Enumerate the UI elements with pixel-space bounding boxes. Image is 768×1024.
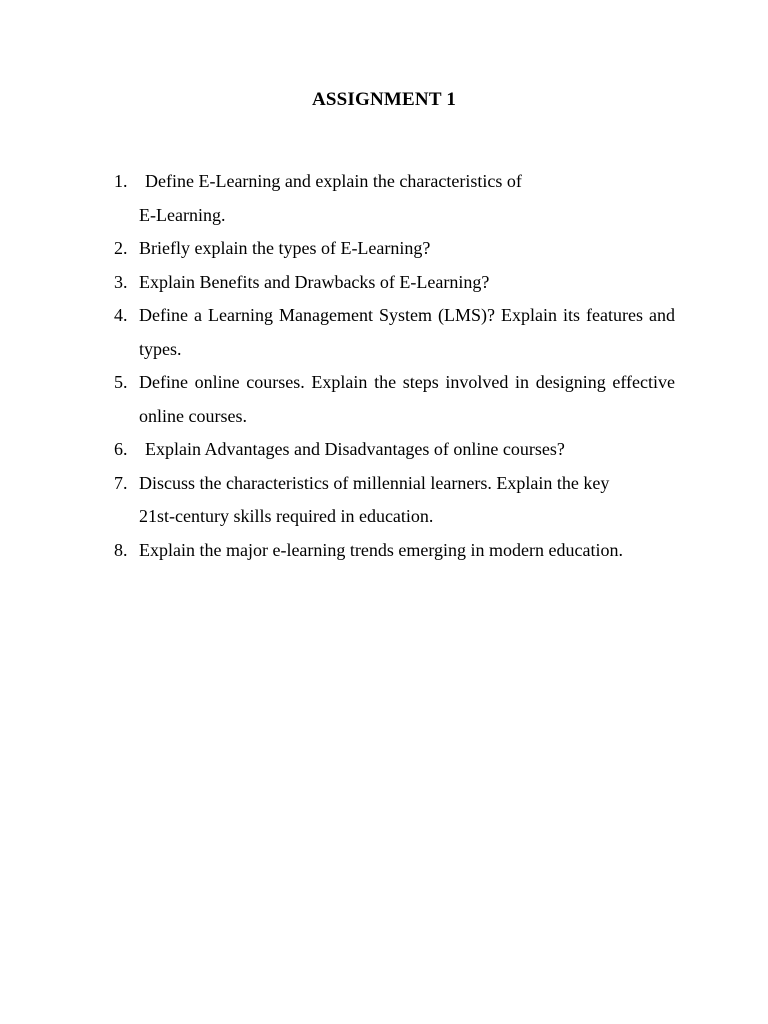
list-item: [114, 467, 675, 534]
list-item: [114, 232, 675, 266]
question-number: 5.: [114, 372, 128, 392]
question-text: Define online courses. Explain the steps involved in designing effective online courses.: [139, 372, 675, 426]
question-text-line: 21st-century skills required in education.: [139, 506, 434, 526]
question-number: 3.: [114, 271, 128, 292]
question-text: [139, 165, 675, 232]
question-number: 6.: [114, 439, 128, 459]
list-item: [114, 366, 675, 433]
question-number: 2.: [114, 238, 128, 258]
question-number: 4.: [114, 305, 128, 325]
question-text: Explain the major e-learning trends emerging in modern education.: [139, 539, 624, 560]
question-list: [114, 165, 675, 567]
question-text-line: Discuss the characteristics of millennial learners. Explain the key: [139, 472, 610, 493]
question-number: 8.: [114, 539, 128, 560]
question-text: [139, 467, 675, 534]
question-text: Explain Benefits and Drawbacks of E-Learning?: [139, 271, 490, 292]
list-item: [114, 534, 675, 568]
question-text: Explain Advantages and Disadvantages of online courses?: [145, 439, 565, 459]
list-item: [114, 266, 675, 300]
list-item: [114, 165, 675, 232]
page-title: ASSIGNMENT 1: [311, 89, 457, 110]
question-number: 1.: [114, 171, 128, 191]
list-item: [114, 433, 675, 467]
question-text-line: Define E-Learning and explain the characteristics of: [145, 171, 522, 191]
list-item: [114, 299, 675, 366]
question-number: 7.: [114, 472, 128, 493]
question-text: Define a Learning Management System (LMS)? Explain its features and types.: [139, 305, 675, 359]
question-text-line: E-Learning.: [139, 204, 226, 225]
question-text: Briefly explain the types of E-Learning?: [139, 238, 431, 258]
